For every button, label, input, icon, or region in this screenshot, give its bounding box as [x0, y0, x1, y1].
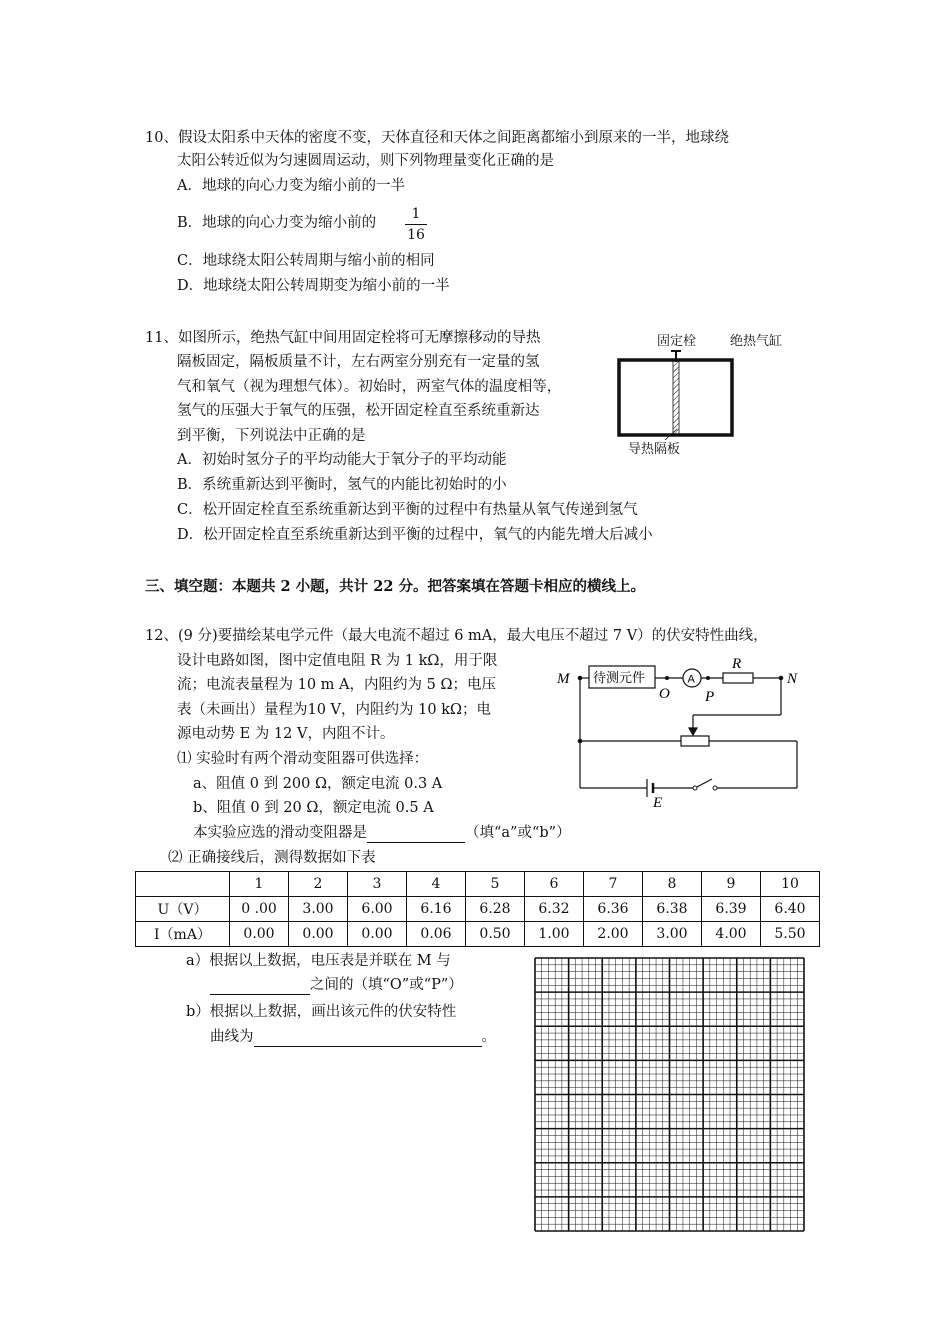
q11-stem-line4: 氢气的压强大于氧气的压强，松开固定栓直至系统重新达	[177, 403, 540, 419]
table-cell: 2	[289, 872, 348, 897]
table-cell: 1	[230, 872, 289, 897]
label-e: E	[653, 795, 663, 807]
q12-sub-a-line1: a）根据以上数据，电压表是并联在 M 与	[186, 953, 451, 969]
table-cell: I（mA）	[136, 922, 230, 947]
table-cell: 4.00	[702, 922, 761, 947]
table-cell	[136, 872, 230, 897]
graph-paper-grid[interactable]	[534, 957, 806, 1233]
node-o: O	[659, 686, 670, 702]
node-m: M	[557, 671, 570, 687]
q10-stem-line1: 10、假设太阳系中天体的密度不变，天体直径和天体之间距离都缩小到原来的一半，地球绕	[145, 130, 729, 146]
q12-part1: ⑴ 实验时有两个滑动变阻器可供选择：	[177, 751, 429, 767]
q10-option-c: C．地球绕太阳公转周期与缩小前的相同	[177, 253, 435, 269]
label-insulated-cylinder: 绝热气缸	[730, 334, 783, 349]
slide-rheostat	[681, 736, 709, 746]
q10-option-d: D．地球绕太阳公转周期变为缩小前的一半	[177, 278, 450, 294]
q12-stem-line5: 源电动势 E 为 12 V，内阻不计。	[177, 726, 395, 742]
section-3-heading: 三、填空题：本题共 2 小题，共计 22 分。把答案填在答题卡相应的横线上。	[145, 578, 645, 595]
table-cell: 10	[761, 872, 820, 897]
table-cell: U（V）	[136, 897, 230, 922]
table-cell: 3.00	[289, 897, 348, 922]
q12-stem-line4: 表（未画出）量程为10 V，内阻约为 10 kΩ；电	[177, 702, 492, 718]
table-cell: 6.00	[348, 897, 407, 922]
table-cell: 6.32	[525, 897, 584, 922]
table-cell: 6	[525, 872, 584, 897]
q12-part1-hint: （填“a”或“b”）	[465, 825, 571, 841]
q12-part1-question	[193, 823, 571, 843]
table-cell: 0.50	[466, 922, 525, 947]
label-heat-conducting-plate: 导热隔板	[628, 442, 681, 457]
fraction-denominator: 16	[407, 227, 425, 243]
table-cell: 6.16	[407, 897, 466, 922]
table-cell: 1.00	[525, 922, 584, 947]
q12-stem-line1: 12、(9 分)要描绘某电学元件（最大电流不超过 6 mA，最大电压不超过 7 V）的伏安特性曲线，	[145, 628, 768, 644]
answer-blank-rheostat[interactable]	[367, 826, 465, 843]
table-cell: 0.00	[348, 922, 407, 947]
q12-sub-a-line2	[210, 975, 463, 995]
table-cell: 6.38	[643, 897, 702, 922]
q11-stem-line5: 到平衡，下列说法中正确的是	[177, 428, 366, 444]
table-cell: 6.40	[761, 897, 820, 922]
q11-option-d: D．松开固定栓直至系统重新达到平衡的过程中，氧气的内能先增大后减小	[177, 527, 653, 543]
q12-part1-prompt: 本实验应选的滑动变阻器是	[193, 825, 367, 841]
switch	[695, 779, 712, 788]
ammeter-letter: A	[687, 673, 695, 686]
table-cell: 0.00	[289, 922, 348, 947]
node-p: P	[705, 689, 715, 705]
table-cell: 0.06	[407, 922, 466, 947]
answer-blank-voltmeter[interactable]	[210, 978, 310, 995]
device-under-test-label: 待测元件	[593, 671, 646, 686]
table-cell: 0 .00	[230, 897, 289, 922]
table-row-voltage	[136, 897, 820, 922]
table-cell: 2.00	[584, 922, 643, 947]
q12-sub-a-hint: 之间的（填“O”或“P”）	[310, 977, 463, 993]
q12-sub-b-line1: b）根据以上数据，画出该元件的伏安特性	[186, 1004, 457, 1020]
node-n: N	[787, 671, 798, 687]
q12-stem-line2: 设计电路如图，图中定值电阻 R 为 1 kΩ，用于限	[177, 653, 498, 669]
q10-stem-line2: 太阳公转近似为匀速圆周运动，则下列物理量变化正确的是	[177, 153, 554, 169]
partition-plate	[673, 361, 679, 434]
table-header-row	[136, 872, 820, 897]
q10-option-a: A．地球的向心力变为缩小前的一半	[177, 178, 405, 194]
q10-option-b: B．地球的向心力变为缩小前的	[177, 215, 377, 231]
table-cell: 3	[348, 872, 407, 897]
q12-option-a: a、阻值 0 到 200 Ω，额定电流 0.3 A	[193, 776, 443, 792]
table-cell: 3.00	[643, 922, 702, 947]
q11-option-b: B．系统重新达到平衡时，氢气的内能比初始时的小	[177, 477, 507, 493]
table-cell: 4	[407, 872, 466, 897]
q11-stem-line1: 11、如图所示，绝热气缸中间用固定栓将可无摩擦移动的导热	[145, 330, 541, 346]
q11-option-c: C．松开固定栓直至系统重新达到平衡的过程中有热量从氧气传递到氢气	[177, 502, 638, 518]
label-r: R	[732, 656, 742, 672]
data-table	[135, 871, 820, 947]
table-cell: 0.00	[230, 922, 289, 947]
q12-sub-b-line2	[210, 1027, 496, 1047]
label-fixing-pin: 固定栓	[657, 334, 697, 349]
table-cell: 7	[584, 872, 643, 897]
table-cell: 8	[643, 872, 702, 897]
q12-sub-b-end: 。	[481, 1029, 496, 1045]
table-cell: 6.39	[702, 897, 761, 922]
table-cell: 5.50	[761, 922, 820, 947]
q12-sub-b-prompt: 曲线为	[210, 1029, 254, 1045]
q11-option-a: A．初始时氢分子的平均动能大于氧分子的平均动能	[177, 452, 507, 468]
answer-blank-curve[interactable]	[254, 1030, 482, 1047]
table-row-current	[136, 922, 820, 947]
table-cell: 6.36	[584, 897, 643, 922]
table-cell: 6.28	[466, 897, 525, 922]
table-cell: 5	[466, 872, 525, 897]
q12-stem-line3: 流；电流表量程为 10 m A，内阻约为 5 Ω；电压	[177, 677, 496, 693]
q11-stem-line2: 隔板固定，隔板质量不计，左右两室分别充有一定量的氢	[177, 354, 540, 370]
q10-fraction	[405, 205, 427, 244]
table-cell: 9	[702, 872, 761, 897]
resistor-r	[723, 673, 753, 683]
q12-option-b: b、阻值 0 到 20 Ω，额定电流 0.5 A	[193, 800, 434, 816]
fraction-numerator: 1	[411, 206, 421, 222]
circuit-diagram	[555, 652, 815, 807]
q12-part2: ⑵ 正确接线后，测得数据如下表	[168, 850, 376, 866]
q11-stem-line3: 气和氧气（视为理想气体）。初始时，两室气体的温度相等，	[177, 379, 562, 395]
